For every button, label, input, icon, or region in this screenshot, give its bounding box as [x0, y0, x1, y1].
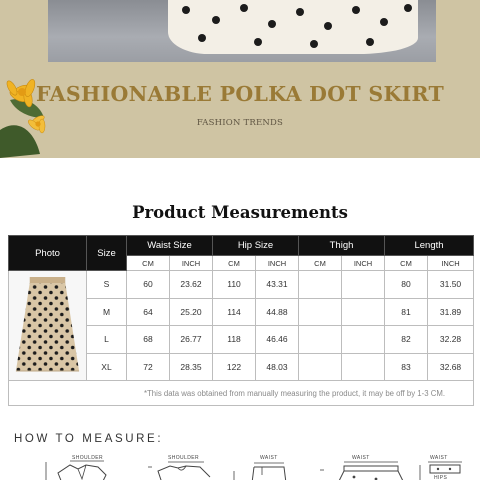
waist-inch-cell: 25.20 [170, 298, 213, 326]
length-cm-cell: 80 [385, 271, 428, 299]
length-cm-cell: 81 [385, 298, 428, 326]
header-waist: Waist Size [127, 236, 213, 256]
waist-cm-cell: 72 [127, 353, 170, 381]
table-row [9, 271, 474, 299]
size-chart-table [8, 235, 474, 406]
waist-inch-cell: 28.35 [170, 353, 213, 381]
length-inch-cell: 31.50 [428, 271, 474, 299]
hip-cm-cell: 114 [213, 298, 256, 326]
shoulder-label: SHOULDER [72, 455, 103, 461]
shirt-diagram-icon [44, 453, 122, 480]
thigh-inch-cell [342, 326, 385, 354]
banner-subtitle: FASHION TRENDS [196, 118, 284, 128]
waist-cm-cell: 60 [127, 271, 170, 299]
header-hip: Hip Size [213, 236, 299, 256]
thigh-cm-cell [299, 326, 342, 354]
length-inch-cell: 32.68 [428, 353, 474, 381]
skirt-diagram-icon [318, 453, 408, 480]
hip-inch-cell: 44.88 [256, 298, 299, 326]
unit-cm: CM [213, 256, 256, 271]
waist-label: WAIST [430, 455, 448, 461]
hip-inch-cell: 46.46 [256, 326, 299, 354]
header-length: Length [385, 236, 474, 256]
length-inch-cell: 31.89 [428, 298, 474, 326]
waist-label: WAIST [352, 455, 370, 461]
unit-inch: INCH [342, 256, 385, 271]
hip-cm-cell: 118 [213, 326, 256, 354]
unit-cm: CM [299, 256, 342, 271]
hip-inch-cell: 43.31 [256, 271, 299, 299]
thigh-inch-cell [342, 353, 385, 381]
length-cm-cell: 83 [385, 353, 428, 381]
length-inch-cell: 32.28 [428, 326, 474, 354]
waist-label: WAIST [260, 455, 278, 461]
size-cell: XL [87, 353, 127, 381]
shorts-diagram-icon [418, 453, 474, 480]
shoulder-label: SHOULDER [168, 455, 199, 461]
unit-inch: INCH [256, 256, 299, 271]
thigh-inch-cell [342, 271, 385, 299]
unit-cm: CM [385, 256, 428, 271]
waist-cm-cell: 68 [127, 326, 170, 354]
thigh-cm-cell [299, 298, 342, 326]
hip-cm-cell: 110 [213, 271, 256, 299]
header-size: Size [87, 236, 127, 271]
waist-inch-cell: 23.62 [170, 271, 213, 299]
banner-title: FASHIONABLE POLKA DOT SKIRT [35, 82, 444, 106]
tshirt-diagram-icon [146, 453, 216, 480]
thigh-inch-cell [342, 298, 385, 326]
measurements-title: Product Measurements [132, 203, 348, 222]
polka-dot-skirt-photo [168, 0, 418, 54]
model-photo-strip [48, 0, 436, 62]
hips-label: HIPS [434, 475, 448, 480]
size-cell: L [87, 326, 127, 354]
hip-inch-cell: 48.03 [256, 353, 299, 381]
thigh-cm-cell [299, 271, 342, 299]
unit-inch: INCH [170, 256, 213, 271]
hip-cm-cell: 122 [213, 353, 256, 381]
how-to-measure-title: HOW TO MEASURE: [14, 433, 164, 445]
size-cell: M [87, 298, 127, 326]
waist-cm-cell: 64 [127, 298, 170, 326]
length-cm-cell: 82 [385, 326, 428, 354]
header-thigh: Thigh [299, 236, 385, 256]
size-cell: S [87, 271, 127, 299]
header-photo: Photo [9, 236, 87, 271]
thigh-cm-cell [299, 353, 342, 381]
unit-inch: INCH [428, 256, 474, 271]
product-photo-cell [9, 271, 87, 381]
pants-diagram-icon [232, 453, 292, 480]
unit-cm: CM [127, 256, 170, 271]
polka-dot-skirt-thumbnail [10, 273, 85, 378]
measurement-disclaimer: *This data was obtained from manually measuring the product, it may be off by 1-3 CM. [9, 381, 474, 406]
waist-inch-cell: 26.77 [170, 326, 213, 354]
product-banner [0, 0, 480, 158]
